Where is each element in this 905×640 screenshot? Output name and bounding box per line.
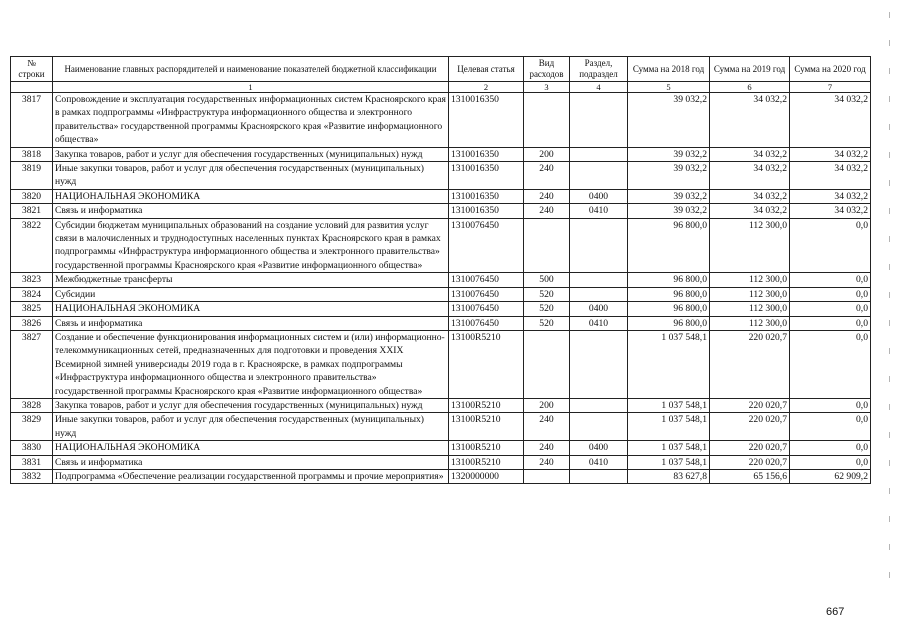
row-number-cell: 3824: [11, 287, 53, 301]
row-name-cell: НАЦИОНАЛЬНАЯ ЭКОНОМИКА: [53, 189, 449, 203]
scan-mark: [889, 516, 890, 522]
target-article-cell: 1310016350: [449, 147, 524, 161]
header-expense-type: Вид расходов: [524, 57, 570, 82]
expense-type-cell: [524, 218, 570, 273]
row-number-cell: 3826: [11, 316, 53, 330]
expense-type-cell: 500: [524, 273, 570, 287]
sum-2020-cell: 0,0: [790, 413, 871, 441]
scan-margin-marks: [889, 12, 891, 622]
sum-2018-cell: 96 800,0: [628, 287, 710, 301]
sum-2018-cell: 39 032,2: [628, 147, 710, 161]
expense-type-cell: [524, 93, 570, 148]
row-number-cell: 3829: [11, 413, 53, 441]
table-row: [11, 93, 871, 148]
table-row: [11, 162, 871, 190]
column-number: 1: [53, 82, 449, 93]
expense-type-cell: [524, 469, 570, 483]
target-article-cell: 1320000000: [449, 469, 524, 483]
sum-2018-cell: 1 037 548,1: [628, 413, 710, 441]
expense-type-cell: 520: [524, 316, 570, 330]
sum-2020-cell: 0,0: [790, 287, 871, 301]
scan-mark: [889, 208, 890, 214]
table-row: [11, 413, 871, 441]
scan-mark: [889, 292, 890, 298]
row-name-cell: Связь и информатика: [53, 455, 449, 469]
row-number-cell: 3819: [11, 162, 53, 190]
expense-type-cell: 200: [524, 147, 570, 161]
sum-2019-cell: 112 300,0: [710, 302, 790, 316]
row-name-cell: Закупка товаров, работ и услуг для обеспечения государственных (муниципальных) нужд: [53, 398, 449, 412]
sum-2018-cell: 1 037 548,1: [628, 441, 710, 455]
target-article-cell: 13100R5210: [449, 413, 524, 441]
expense-type-cell: 240: [524, 441, 570, 455]
table-row: [11, 330, 871, 398]
row-name-cell: Иные закупки товаров, работ и услуг для обеспечения государственных (муниципальных) нужд: [53, 162, 449, 190]
row-number-cell: 3828: [11, 398, 53, 412]
column-number: 4: [570, 82, 628, 93]
sum-2020-cell: 34 032,2: [790, 189, 871, 203]
header-sum-2019: Сумма на 2019 год: [710, 57, 790, 82]
sum-2019-cell: 112 300,0: [710, 218, 790, 273]
column-number: 2: [449, 82, 524, 93]
sum-2018-cell: 39 032,2: [628, 162, 710, 190]
target-article-cell: 1310016350: [449, 204, 524, 218]
row-name-cell: Подпрограмма «Обеспечение реализации государственной программы и прочие мероприятия»: [53, 469, 449, 483]
sum-2018-cell: 96 800,0: [628, 302, 710, 316]
header-sum-2018: Сумма на 2018 год: [628, 57, 710, 82]
sum-2018-cell: 1 037 548,1: [628, 330, 710, 398]
section-cell: [570, 398, 628, 412]
scan-mark: [889, 572, 890, 578]
sum-2018-cell: 1 037 548,1: [628, 398, 710, 412]
expense-type-cell: 520: [524, 302, 570, 316]
section-cell: [570, 273, 628, 287]
sum-2019-cell: 220 020,7: [710, 441, 790, 455]
row-number-cell: 3832: [11, 469, 53, 483]
table-row: [11, 455, 871, 469]
sum-2020-cell: 0,0: [790, 330, 871, 398]
row-name-cell: Иные закупки товаров, работ и услуг для обеспечения государственных (муниципальных) нужд: [53, 413, 449, 441]
scan-mark: [889, 432, 890, 438]
table-row: [11, 189, 871, 203]
row-name-cell: Связь и информатика: [53, 316, 449, 330]
row-number-cell: 3818: [11, 147, 53, 161]
section-cell: [570, 287, 628, 301]
target-article-cell: 1310016350: [449, 93, 524, 148]
row-name-cell: Сопровождение и эксплуатация государственных информационных систем Красноярского края в рамках подпрограммы «Инфраструктура информационного общества и электронного правительства» государственной программы Красноярского края «Развитие информационного общества»: [53, 93, 449, 148]
section-cell: [570, 147, 628, 161]
section-cell: [570, 162, 628, 190]
section-cell: [570, 93, 628, 148]
section-cell: 0410: [570, 455, 628, 469]
section-cell: [570, 469, 628, 483]
sum-2018-cell: 96 800,0: [628, 273, 710, 287]
scan-mark: [889, 544, 890, 550]
scan-mark: [889, 348, 890, 354]
row-number-cell: 3822: [11, 218, 53, 273]
sum-2019-cell: 34 032,2: [710, 189, 790, 203]
row-name-cell: Межбюджетные трансферты: [53, 273, 449, 287]
page-number: 667: [826, 606, 845, 618]
sum-2020-cell: 34 032,2: [790, 93, 871, 148]
scan-mark: [889, 236, 890, 242]
column-number: 7: [790, 82, 871, 93]
row-number-cell: 3830: [11, 441, 53, 455]
table-row: [11, 147, 871, 161]
column-number: 6: [710, 82, 790, 93]
table-row: [11, 302, 871, 316]
sum-2019-cell: 112 300,0: [710, 287, 790, 301]
scan-mark: [889, 124, 890, 130]
target-article-cell: 1310076450: [449, 273, 524, 287]
sum-2019-cell: 34 032,2: [710, 93, 790, 148]
scan-mark: [889, 12, 890, 18]
column-number: [11, 82, 53, 93]
expense-type-cell: 240: [524, 413, 570, 441]
section-cell: [570, 413, 628, 441]
row-name-cell: НАЦИОНАЛЬНАЯ ЭКОНОМИКА: [53, 441, 449, 455]
scan-mark: [889, 460, 890, 466]
target-article-cell: 13100R5210: [449, 330, 524, 398]
sum-2018-cell: 1 037 548,1: [628, 455, 710, 469]
sum-2020-cell: 0,0: [790, 316, 871, 330]
row-number-cell: 3821: [11, 204, 53, 218]
sum-2018-cell: 96 800,0: [628, 316, 710, 330]
scan-mark: [889, 320, 890, 326]
sum-2020-cell: 34 032,2: [790, 147, 871, 161]
sum-2019-cell: 65 156,6: [710, 469, 790, 483]
sum-2018-cell: 83 627,8: [628, 469, 710, 483]
header-sum-2020: Сумма на 2020 год: [790, 57, 871, 82]
budget-table: [10, 56, 871, 484]
target-article-cell: 13100R5210: [449, 398, 524, 412]
sum-2019-cell: 112 300,0: [710, 273, 790, 287]
header-name: Наименование главных распорядителей и наименование показателей бюджетной классификации: [53, 57, 449, 82]
row-number-cell: 3820: [11, 189, 53, 203]
row-name-cell: Связь и информатика: [53, 204, 449, 218]
sum-2018-cell: 39 032,2: [628, 93, 710, 148]
table-row: [11, 441, 871, 455]
scan-mark: [889, 96, 890, 102]
row-number-cell: 3827: [11, 330, 53, 398]
row-number-cell: 3817: [11, 93, 53, 148]
scan-mark: [889, 376, 890, 382]
table-row: [11, 273, 871, 287]
sum-2020-cell: 34 032,2: [790, 162, 871, 190]
table-row: [11, 469, 871, 483]
target-article-cell: 1310076450: [449, 302, 524, 316]
expense-type-cell: 240: [524, 455, 570, 469]
table-body: [11, 93, 871, 484]
header-section: Раздел, подраздел: [570, 57, 628, 82]
expense-type-cell: 240: [524, 189, 570, 203]
section-cell: [570, 330, 628, 398]
header-row-number: № строки: [11, 57, 53, 82]
target-article-cell: 13100R5210: [449, 455, 524, 469]
target-article-cell: 1310076450: [449, 218, 524, 273]
table-header: [11, 57, 871, 93]
sum-2018-cell: 96 800,0: [628, 218, 710, 273]
scan-mark: [889, 264, 890, 270]
table-row: [11, 316, 871, 330]
row-number-cell: 3823: [11, 273, 53, 287]
expense-type-cell: 240: [524, 162, 570, 190]
table-row: [11, 398, 871, 412]
section-cell: [570, 218, 628, 273]
expense-type-cell: 240: [524, 204, 570, 218]
column-number-row: [11, 82, 871, 93]
row-number-cell: 3831: [11, 455, 53, 469]
sum-2018-cell: 39 032,2: [628, 189, 710, 203]
target-article-cell: 1310076450: [449, 316, 524, 330]
target-article-cell: 1310076450: [449, 287, 524, 301]
section-cell: 0410: [570, 316, 628, 330]
row-name-cell: Закупка товаров, работ и услуг для обеспечения государственных (муниципальных) нужд: [53, 147, 449, 161]
scan-mark: [889, 488, 890, 494]
sum-2020-cell: 34 032,2: [790, 204, 871, 218]
sum-2019-cell: 112 300,0: [710, 316, 790, 330]
section-cell: 0400: [570, 189, 628, 203]
section-cell: 0400: [570, 302, 628, 316]
scan-mark: [889, 404, 890, 410]
column-number: 3: [524, 82, 570, 93]
sum-2019-cell: 34 032,2: [710, 162, 790, 190]
header-row: [11, 57, 871, 82]
row-name-cell: НАЦИОНАЛЬНАЯ ЭКОНОМИКА: [53, 302, 449, 316]
scan-mark: [889, 68, 890, 74]
sum-2020-cell: 0,0: [790, 398, 871, 412]
expense-type-cell: [524, 330, 570, 398]
sum-2020-cell: 0,0: [790, 273, 871, 287]
sum-2019-cell: 220 020,7: [710, 398, 790, 412]
section-cell: 0410: [570, 204, 628, 218]
target-article-cell: 1310016350: [449, 162, 524, 190]
sum-2019-cell: 220 020,7: [710, 455, 790, 469]
column-number: 5: [628, 82, 710, 93]
sum-2020-cell: 0,0: [790, 218, 871, 273]
scan-mark: [889, 152, 890, 158]
sum-2020-cell: 0,0: [790, 302, 871, 316]
expense-type-cell: 200: [524, 398, 570, 412]
scan-mark: [889, 40, 890, 46]
sum-2019-cell: 34 032,2: [710, 147, 790, 161]
section-cell: 0400: [570, 441, 628, 455]
scan-mark: [889, 180, 890, 186]
target-article-cell: 1310016350: [449, 189, 524, 203]
table-row: [11, 218, 871, 273]
row-number-cell: 3825: [11, 302, 53, 316]
target-article-cell: 13100R5210: [449, 441, 524, 455]
row-name-cell: Субсидии бюджетам муниципальных образований на создание условий для развития услуг связи в малочисленных и труднодоступных населенных пунктах Красноярского края в рамках подпрограммы «Инфраструктура информационного общества и электронного правительства» государственной программы Красноярского края «Развитие информационного общества»: [53, 218, 449, 273]
sum-2019-cell: 34 032,2: [710, 204, 790, 218]
sum-2020-cell: 62 909,2: [790, 469, 871, 483]
header-target-article: Целевая статья: [449, 57, 524, 82]
row-name-cell: Субсидии: [53, 287, 449, 301]
sum-2020-cell: 0,0: [790, 441, 871, 455]
sum-2019-cell: 220 020,7: [710, 330, 790, 398]
sum-2020-cell: 0,0: [790, 455, 871, 469]
table-row: [11, 287, 871, 301]
expense-type-cell: 520: [524, 287, 570, 301]
table-row: [11, 204, 871, 218]
sum-2018-cell: 39 032,2: [628, 204, 710, 218]
row-name-cell: Создание и обеспечение функционирования информационных систем и (или) информационно-телекоммуникационных сетей, предназначенных для подготовки и проведения XXIX Всемирной зимней универсиады 2019 года в г. Красноярске, в рамках подпрограммы «Инфраструктура информационного общества и электронного правительства» государственной программы Красноярского края «Развитие информационного общества»: [53, 330, 449, 398]
sum-2019-cell: 220 020,7: [710, 413, 790, 441]
